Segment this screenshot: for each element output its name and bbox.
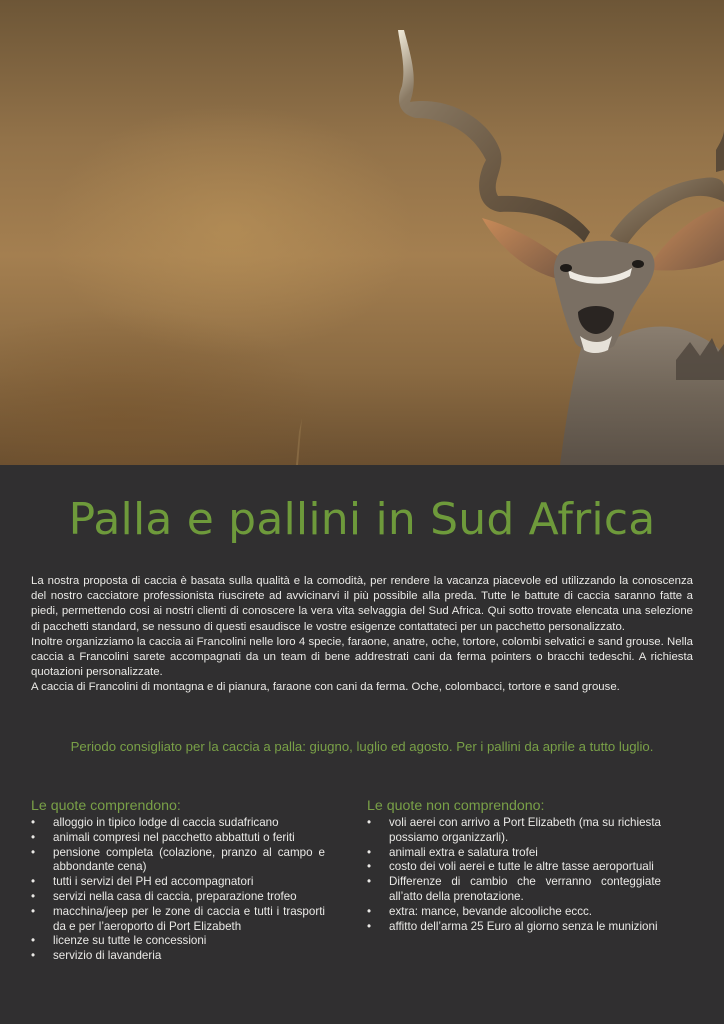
bullet-icon: • [31,845,36,859]
recommended-period: Periodo consigliato per la caccia a palla: giugno, luglio ed agosto. Per i pallini da aprile a tutto luglio. [70,739,654,754]
bullet-icon: • [367,816,372,829]
list-item: • servizio di lavanderia [31,949,162,963]
list-item: • voli aerei con arrivo a Port Elizabeth (ma su richiesta possiamo organizzarli). [367,816,661,844]
grass-stalk [296,418,302,465]
list-item: • animali compresi nel pacchetto abbattuti o feriti [31,830,295,844]
list-item: • servizi nella casa di caccia, preparazione trofeo [31,889,297,903]
included-list [31,816,325,964]
list-item: • costo dei voli aerei e tutte le altre tasse aeroportuali [367,860,654,874]
bullet-icon: • [31,830,36,844]
bullet-icon: • [31,934,36,948]
bullet-icon: • [31,875,36,889]
bullet-icon: • [31,889,36,903]
intro-text [31,574,693,696]
bullet-icon: • [31,949,36,963]
kudu-ear-right [652,206,724,271]
included-heading: Le quote comprendono: [31,798,181,814]
hero-photo [0,0,724,465]
kudu-horn-left [398,30,590,242]
bullet-icon: • [31,904,36,918]
list-item: • alloggio in tipico lodge di caccia sudafricano [31,816,279,829]
list-item: • macchina/jeep per le zone di caccia e tutti i trasporti da e per l’aeroporto di Port Elizabeth [31,904,325,933]
kudu-illustration [0,0,724,465]
list-item: • Differenze di cambio che verranno conteggiate all’atto della prenotazione. [367,875,661,903]
intro-paragraph-3: A caccia di Francolini di montagna e di pianura, faraone con cani da ferma. Oche, colombacci, tortore e sand grouse. [31,681,620,694]
list-item: • affitto dell’arma 25 Euro al giorno senza le munizioni [367,919,658,933]
excluded-section [367,797,661,934]
page-title: Palla e pallini in Sud Africa [68,494,656,545]
bullet-icon: • [367,919,372,933]
intro-paragraph-1: La nostra proposta di caccia è basata sulla qualità e la comodità, per rendere la vacanza piacevole ed utilizzando la conoscenza del nostro cacciatore professionista riuscirete ad avvicinarvi il più possibile alla preda. Tutte le battute di caccia saranno fatte a piedi, permettendo cosi ai nostri clienti di conoscere la vera vita selvaggia del Sud Africa. Qui sotto trovate elencata una selezione di pacchetti standard, se nessuno di questi esaudisce le vostre esigenze contattateci per un pacchetto personalizzato. [31,575,693,633]
excluded-list [367,816,661,934]
list-item: • tutti i servizi del PH ed accompagnatori [31,875,254,889]
included-section [31,797,325,964]
bullet-icon: • [367,845,372,859]
bullet-icon: • [367,860,372,874]
list-item: • extra: mance, bevande alcooliche eccc. [367,904,593,918]
bullet-icon: • [367,904,372,918]
bullet-icon: • [31,816,36,829]
list-item: • licenze su tutte le concessioni [31,934,207,948]
list-item: • pensione completa (colazione, pranzo al campo e abbondante cena) [31,845,325,874]
excluded-heading: Le quote non comprendono: [367,798,545,814]
list-item: • animali extra e salatura trofei [367,845,538,859]
kudu-ear-left [482,218,566,280]
bullet-icon: • [367,875,372,889]
intro-paragraph-2: Inoltre organizziamo la caccia ai Francolini nelle loro 4 specie, faraone, anatre, oche, tortore, colombi selvatici e sand grouse. Nella caccia a Francolini sarete accompagnati da un team di bene addrestrati cani da ferma pointers o bracchi tedeschi. A richiesta quotazioni personalizzate. [31,635,693,679]
